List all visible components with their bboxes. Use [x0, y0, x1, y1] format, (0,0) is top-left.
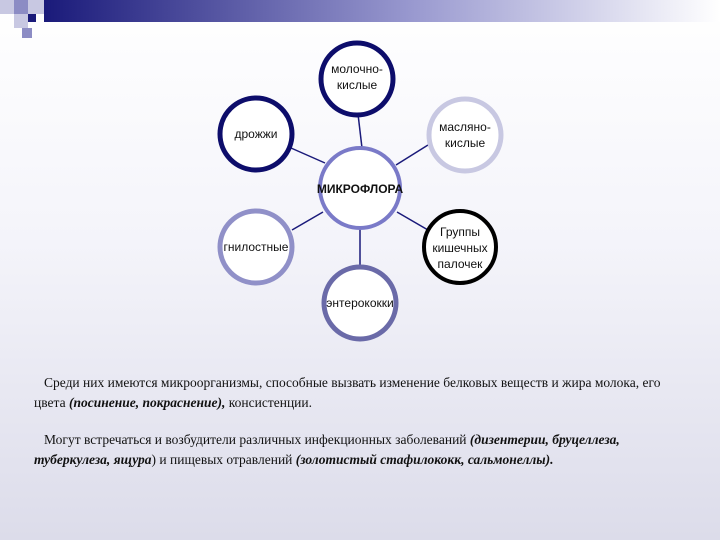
- paragraph-2-emphasis-2: (золотистый стафилококк, сальмонеллы): [295, 452, 551, 467]
- node-lactic-label: молочно- кислые: [331, 62, 383, 92]
- connector-lactic: [358, 114, 362, 148]
- node-putrefactive-label: гнилостные: [223, 240, 289, 254]
- node-yeast-label: дрожжи: [234, 127, 278, 141]
- paragraph-2-start: Могут встречаться и возбудители различных инфекционных заболеваний: [44, 432, 470, 447]
- node-intestinal-label: Группы кишечных палочек: [432, 225, 488, 271]
- paragraph-1-start: Среди них имеются микроорганизмы, способные вызвать изменение белковых веществ и жира молока, его цвета: [34, 375, 661, 410]
- node-enterococci-label: энтерококки: [326, 296, 394, 310]
- node-center-label: МИКРОФЛОРА: [316, 182, 404, 196]
- paragraph-1: [34, 373, 694, 413]
- paragraph-1-end: консистенции.: [225, 395, 312, 410]
- paragraph-2-mid: ) и пищевых отравлений: [151, 452, 296, 467]
- connector-butyric: [396, 145, 428, 165]
- connector-putrefactive: [292, 212, 323, 230]
- paragraph-1-emphasis: (посинение, покраснение),: [68, 395, 226, 410]
- paragraph-2-emphasis-1: (дизентерии, бруцеллеза, туберкулеза, ящура: [34, 432, 620, 467]
- paragraph-2-end: .: [550, 452, 554, 467]
- connector-yeast: [291, 148, 325, 163]
- node-butyric-label: масляно- кислые: [439, 120, 491, 150]
- paragraph-2: [34, 430, 694, 470]
